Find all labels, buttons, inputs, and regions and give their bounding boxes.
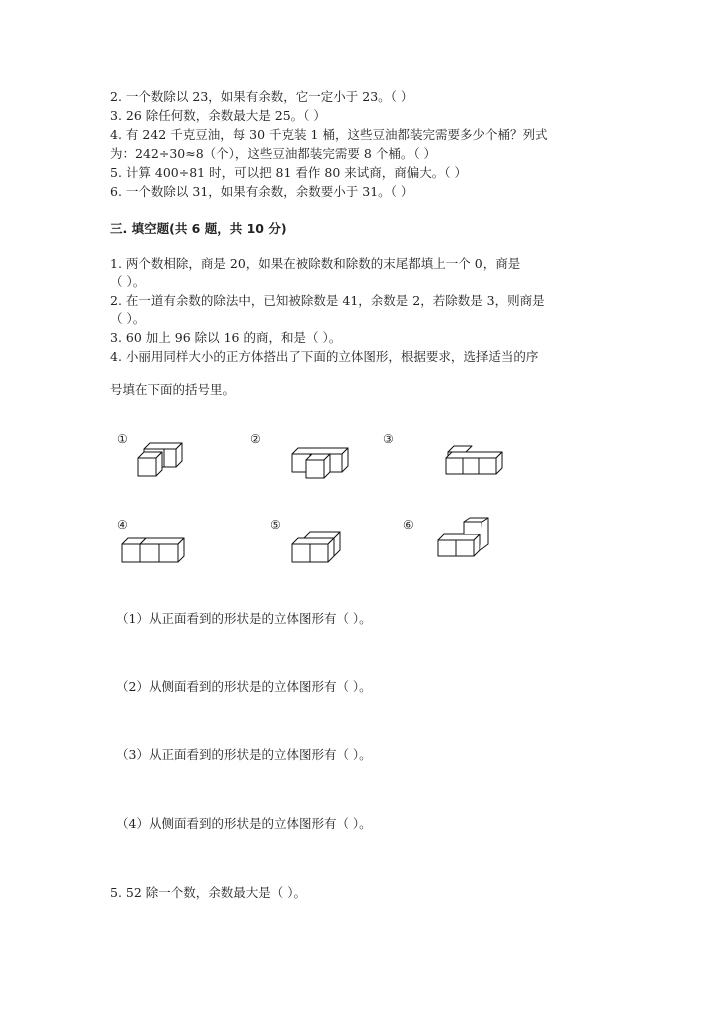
cube-figure-6 (436, 520, 492, 564)
figure-label-4: ④ (117, 518, 128, 532)
fill-q4-sub3: （3）从正面看到的形状是的立体图形有（ ）。 (116, 747, 372, 762)
judgment-q6: 6. 一个数除以 31，如果有余数，余数要小于 31。（ ） (110, 184, 414, 199)
figure-label-2: ② (250, 432, 261, 446)
cube-figure-1 (136, 440, 186, 482)
cube-figure-5 (290, 528, 342, 570)
fill-q4-line1: 4. 小丽用同样大小的正方体搭出了下面的立体图形，根据要求，选择适当的序 (110, 349, 539, 364)
fill-q4-line2: 号填在下面的括号里。 (110, 382, 236, 397)
cube-figure-3 (444, 440, 506, 482)
figure-label-3: ③ (383, 432, 394, 446)
fill-q5: 5. 52 除一个数，余数最大是（ ）。 (110, 885, 307, 900)
fill-q3: 3. 60 加上 96 除以 16 的商，和是（ ）。 (110, 330, 342, 345)
figure-label-1: ① (117, 432, 128, 446)
section-title: 三. 填空题(共 6 题，共 10 分) (110, 221, 287, 236)
judgment-q4-line2: 为：242÷30≈8（个），这些豆油都装完需要 8 个桶。（ ） (110, 146, 437, 161)
cube-figure-4 (120, 528, 186, 570)
judgment-q4-line1: 4. 有 242 千克豆油，每 30 千克装 1 桶，这些豆油都装完需要多少个桶？列式 (110, 127, 548, 142)
fill-q1-line2: （ ）。 (110, 274, 146, 289)
fill-q2-line1: 2. 在一道有余数的除法中，已知被除数是 41，余数是 2，若除数是 3，则商是 (110, 293, 545, 308)
figure-label-5: ⑤ (270, 518, 281, 532)
fill-q4-sub2: （2）从侧面看到的形状是的立体图形有（ ）。 (116, 679, 372, 694)
judgment-q3: 3. 26 除任何数，余数最大是 25。（ ） (110, 108, 326, 123)
fill-q4-sub1: （1）从正面看到的形状是的立体图形有（ ）。 (116, 611, 372, 626)
fill-q2-line2: （ ）。 (110, 311, 146, 326)
judgment-q5: 5. 计算 400÷81 时，可以把 81 看作 80 来试商，商偏大。（ ） (110, 165, 468, 180)
figure-label-6: ⑥ (403, 518, 414, 532)
cube-figure-2 (290, 440, 352, 482)
fill-q4-sub4: （4）从侧面看到的形状是的立体图形有（ ）。 (116, 816, 372, 831)
fill-q1-line1: 1. 两个数相除，商是 20，如果在被除数和除数的末尾都填上一个 0，商是 (110, 256, 521, 271)
judgment-q2: 2. 一个数除以 23，如果有余数，它一定小于 23。（ ） (110, 89, 414, 104)
